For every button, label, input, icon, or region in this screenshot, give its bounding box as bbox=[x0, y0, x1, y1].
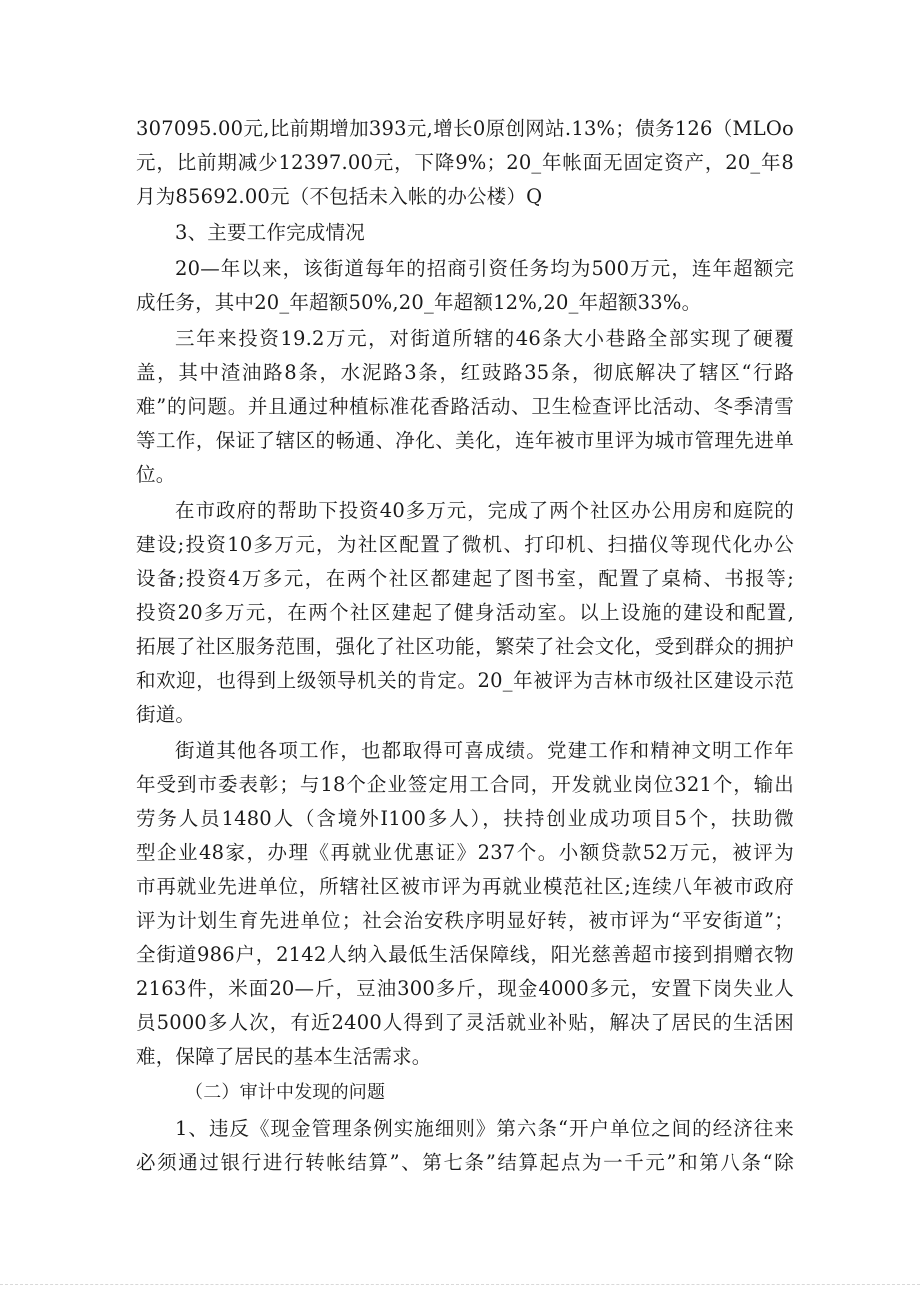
paragraph-audit-issue bbox=[136, 1112, 794, 1180]
paragraph-investment bbox=[136, 252, 794, 320]
text-line: 劳务人员1480人（含境外I100多人），扶持创业成功项目5个，扶助微 bbox=[136, 807, 794, 830]
section-subheading: （二）审计中发现的问题 bbox=[185, 1082, 386, 1103]
text-line: 成任务，其中20_年超额50%,20_年超额12%,20_年超额33%。 bbox=[136, 291, 702, 314]
text-line: 月为85692.00元（不包括未入帐的办公楼）Q bbox=[136, 185, 543, 208]
document-page bbox=[136, 112, 794, 1180]
text-line: 307095.00元,比前期增加393元,增长0原创网站.13%；债务126（MLOo bbox=[136, 117, 794, 140]
text-line: 年受到市委表彰；与18个企业签定用工合同，开发就业岗位321个，输出 bbox=[136, 773, 794, 796]
text-line: 元，比前期减少12397.00元，下降9%；20_年帐面无固定资产，20_年8 bbox=[136, 151, 794, 174]
text-line: 难，保障了居民的基本生活需求。 bbox=[136, 1045, 432, 1068]
text-line: 型企业48家，办理《再就业优惠证》237个。小额贷款52万元，被评为 bbox=[136, 841, 794, 864]
paragraph-other-work bbox=[136, 734, 794, 1074]
section-heading: 3、主要工作完成情况 bbox=[175, 221, 365, 244]
text-line: 位。 bbox=[136, 463, 176, 486]
text-line: 必须通过银行进行转帐结算”、第七条”结算起点为一千元”和第八条“除 bbox=[136, 1151, 794, 1174]
text-line: 评为计划生育先进单位；社会治安秩序明显好转，被市评为“平安街道”； bbox=[136, 909, 794, 932]
text-line: 市再就业先进单位，所辖社区被市评为再就业模范社区;连续八年被市政府 bbox=[136, 875, 794, 898]
page-bottom-divider bbox=[0, 1284, 920, 1285]
text-line: 等工作，保证了辖区的畅通、净化、美化，连年被市里评为城市管理先进单 bbox=[136, 429, 794, 452]
text-line: 盖，其中渣油路8条，水泥路3条，红豉路35条，彻底解决了辖区“行路 bbox=[136, 361, 794, 384]
text-line: 设备;投资4万多元，在两个社区都建起了图书室，配置了桌椅、书报等; bbox=[136, 567, 794, 590]
text-line: 三年来投资19.2万元，对街道所辖的46条大小巷路全部实现了硬覆 bbox=[175, 327, 794, 350]
text-line: 和欢迎，也得到上级领导机关的肯定。20_年被评为吉林市级社区建设示范 bbox=[136, 669, 794, 692]
text-line: 难”的问题。并且通过种植标准花香路活动、卫生检查评比活动、冬季清雪 bbox=[136, 395, 794, 418]
text-line: 建设;投资10多万元，为社区配置了微机、打印机、扫描仪等现代化办公 bbox=[136, 533, 794, 556]
text-line: 街道其他各项工作，也都取得可喜成绩。党建工作和精神文明工作年 bbox=[175, 739, 794, 762]
text-line: 拓展了社区服务范围，强化了社区功能，繁荣了社会文化，受到群众的拥护 bbox=[136, 635, 794, 658]
text-line: 在市政府的帮助下投资40多万元，完成了两个社区办公用房和庭院的 bbox=[175, 499, 794, 522]
paragraph-roads bbox=[136, 322, 794, 492]
paragraph-balance-summary bbox=[136, 112, 794, 214]
text-line: 全街道986户，2142人纳入最低生活保障线，阳光慈善超市接到捐赠衣物 bbox=[136, 943, 794, 966]
text-line: 2163件，米面20—斤，豆油300多斤，现金4000多元，安置下岗失业人 bbox=[136, 977, 794, 1000]
text-line: 员5000多人次，有近2400人得到了灵活就业补贴，解决了居民的生活困 bbox=[136, 1011, 794, 1034]
text-line: 20—年以来，该街道每年的招商引资任务均为500万元，连年超额完 bbox=[175, 257, 794, 280]
text-line: 街道。 bbox=[136, 703, 196, 726]
text-line: 投资20多万元，在两个社区建起了健身活动室。以上设施的建设和配置, bbox=[136, 601, 794, 624]
text-line: 1、违反《现金管理条例实施细则》第六条“开户单位之间的经济往来 bbox=[175, 1117, 794, 1140]
paragraph-community bbox=[136, 494, 794, 732]
